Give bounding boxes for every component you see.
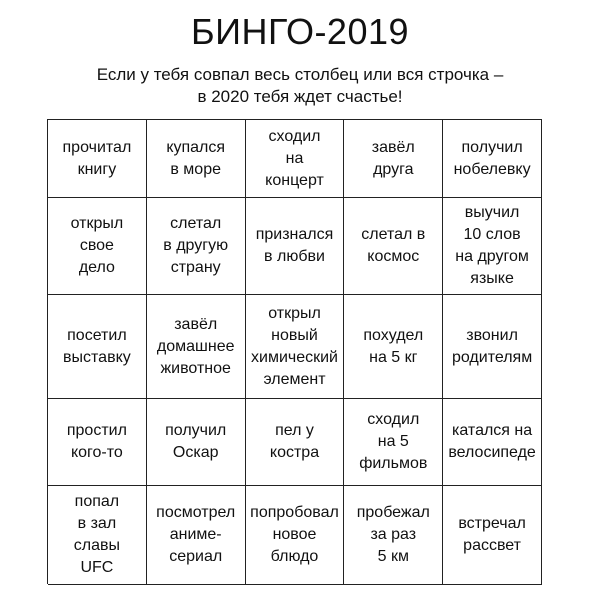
bingo-cell-text	[357, 502, 430, 568]
bingo-cell-text	[372, 137, 415, 181]
bingo-cell-line: книгу	[77, 160, 117, 178]
bingo-cell-line: костра	[269, 444, 320, 461]
bingo-cell-line: в любви	[264, 248, 325, 265]
bingo-cell-line: страну	[170, 259, 221, 276]
bingo-cell-line: на 5	[377, 433, 409, 450]
bingo-cell-line: химический	[251, 348, 338, 366]
bingo-cell-line: велосипеде	[448, 444, 536, 461]
bingo-cell-line: похудел	[363, 326, 424, 344]
bingo-cell	[246, 486, 345, 585]
bingo-cell-line: выучил	[464, 204, 520, 221]
bingo-cell-line: родителям	[451, 348, 533, 366]
bingo-cell	[147, 486, 246, 585]
bingo-cell	[443, 198, 542, 295]
bingo-cell-line: слетал в	[361, 226, 426, 243]
bingo-cell	[344, 198, 443, 295]
bingo-cell-line: выставку	[63, 348, 131, 366]
bingo-cell-text	[67, 420, 127, 464]
bingo-cell-line: попробовал	[250, 504, 339, 521]
bingo-cell-line: 5 км	[377, 548, 409, 565]
bingo-cell	[443, 120, 542, 198]
bingo-cell-line: космос	[367, 248, 420, 265]
bingo-cell-text	[256, 224, 334, 268]
bingo-cell	[246, 198, 345, 295]
bingo-cell-line: за раз	[370, 526, 417, 543]
bingo-cell-line: пел у	[275, 422, 314, 439]
bingo-cell-text	[156, 502, 235, 568]
bingo-cell-text	[454, 137, 531, 181]
bingo-cell-line: попал	[74, 493, 120, 510]
bingo-cell-text	[448, 420, 535, 464]
bingo-cell-line: дело	[78, 259, 115, 276]
bingo-cell-line: UFC	[80, 559, 114, 576]
bingo-cell-line: купался	[166, 138, 226, 156]
bingo-cell-text	[359, 409, 427, 475]
bingo-cell	[147, 295, 246, 399]
bingo-cell-line: 10 слов	[463, 226, 521, 243]
bingo-cell-text	[265, 126, 324, 192]
subtitle-line-2: в 2020 тебя ждет счастье!	[197, 87, 403, 106]
bingo-cell	[443, 486, 542, 585]
bingo-cell-line: слетал	[170, 215, 222, 232]
bingo-cell-text	[166, 137, 225, 181]
bingo-cell-line: звонил	[466, 326, 518, 344]
bingo-cell-line: простил	[66, 422, 127, 439]
bingo-cell-text	[458, 513, 525, 557]
bingo-cell-line: на другом	[455, 248, 529, 265]
bingo-grid	[47, 119, 542, 584]
bingo-cell-text	[361, 224, 425, 268]
bingo-cell-line: кого-то	[70, 444, 123, 461]
bingo-cell	[246, 399, 345, 486]
bingo-cell-text	[157, 314, 235, 380]
bingo-cell-line: на	[285, 149, 304, 167]
bingo-cell-line: Оскар	[172, 444, 219, 461]
bingo-cell-line: новый	[271, 326, 318, 344]
bingo-cell-line: открыл	[70, 215, 124, 232]
bingo-cell	[344, 295, 443, 399]
bingo-cell-text	[63, 325, 131, 369]
bingo-cell-line: завёл	[174, 315, 218, 333]
bingo-cell-line: новое	[272, 526, 317, 543]
bingo-cell	[147, 198, 246, 295]
bingo-cell	[344, 486, 443, 585]
bingo-cell-line: языке	[470, 270, 514, 287]
bingo-cell-line: сериал	[169, 548, 223, 565]
bingo-cell-line: свое	[79, 237, 114, 254]
bingo-cell	[443, 295, 542, 399]
bingo-cell	[147, 120, 246, 198]
bingo-cell-line: блюдо	[270, 548, 319, 565]
bingo-cell	[48, 295, 147, 399]
bingo-cell-line: в море	[170, 160, 221, 178]
bingo-cell	[48, 399, 147, 486]
bingo-cell-line: фильмов	[359, 455, 428, 472]
bingo-cell	[344, 399, 443, 486]
bingo-cell-text	[74, 491, 120, 579]
page-title: БИНГО-2019	[190, 11, 410, 52]
bingo-cell-line: сходил	[268, 127, 321, 145]
bingo-cell-line: рассвет	[463, 537, 521, 554]
bingo-cell-line: в зал	[77, 515, 117, 532]
bingo-cell-line: на 5 кг	[369, 348, 418, 366]
bingo-cell-line: животное	[160, 359, 231, 377]
bingo-cell-text	[251, 303, 338, 391]
bingo-cell-text	[250, 502, 339, 568]
bingo-cell-line: домашнее	[156, 337, 235, 355]
subtitle	[0, 64, 600, 108]
bingo-cell	[48, 486, 147, 585]
bingo-cell-line: пробежал	[356, 504, 430, 521]
bingo-cell-line: открыл	[268, 304, 321, 322]
bingo-cell-line: сходил	[367, 411, 420, 428]
bingo-cell-line: в другую	[163, 237, 229, 254]
bingo-cell-line: получил	[461, 138, 523, 156]
subtitle-line-1: Если у тебя совпал весь столбец или вся строчка –	[96, 65, 504, 84]
bingo-cell-line: признался	[255, 226, 334, 243]
bingo-cell-text	[165, 420, 226, 464]
bingo-cell	[443, 399, 542, 486]
bingo-cell-line: встречал	[458, 515, 526, 532]
bingo-cell-line: прочитал	[62, 138, 132, 156]
bingo-cell	[344, 120, 443, 198]
bingo-cell-text	[363, 325, 423, 369]
bingo-cell-line: друга	[373, 160, 414, 178]
bingo-cell-line: завёл	[371, 138, 415, 156]
bingo-cell-text	[270, 420, 319, 464]
bingo-cell-line: аниме-	[169, 526, 222, 543]
bingo-cell	[147, 399, 246, 486]
bingo-cell-line: нобелевку	[453, 160, 531, 178]
bingo-cell-text	[63, 137, 132, 181]
bingo-cell	[48, 198, 147, 295]
bingo-cell-line: получил	[165, 422, 227, 439]
bingo-cell-line: славы	[73, 537, 121, 554]
bingo-cell	[48, 120, 147, 198]
bingo-cell-line: посетил	[67, 326, 127, 344]
bingo-cell-text	[452, 325, 532, 369]
bingo-cell-text	[163, 213, 228, 279]
bingo-cell	[246, 120, 345, 198]
bingo-cell-line: элемент	[263, 370, 326, 388]
bingo-cell-text	[455, 202, 529, 290]
bingo-cell-text	[71, 213, 124, 279]
bingo-cell-line: концерт	[265, 171, 324, 189]
bingo-cell-line: посмотрел	[156, 504, 236, 521]
bingo-cell	[246, 295, 345, 399]
bingo-cell-line: катался на	[452, 422, 533, 439]
